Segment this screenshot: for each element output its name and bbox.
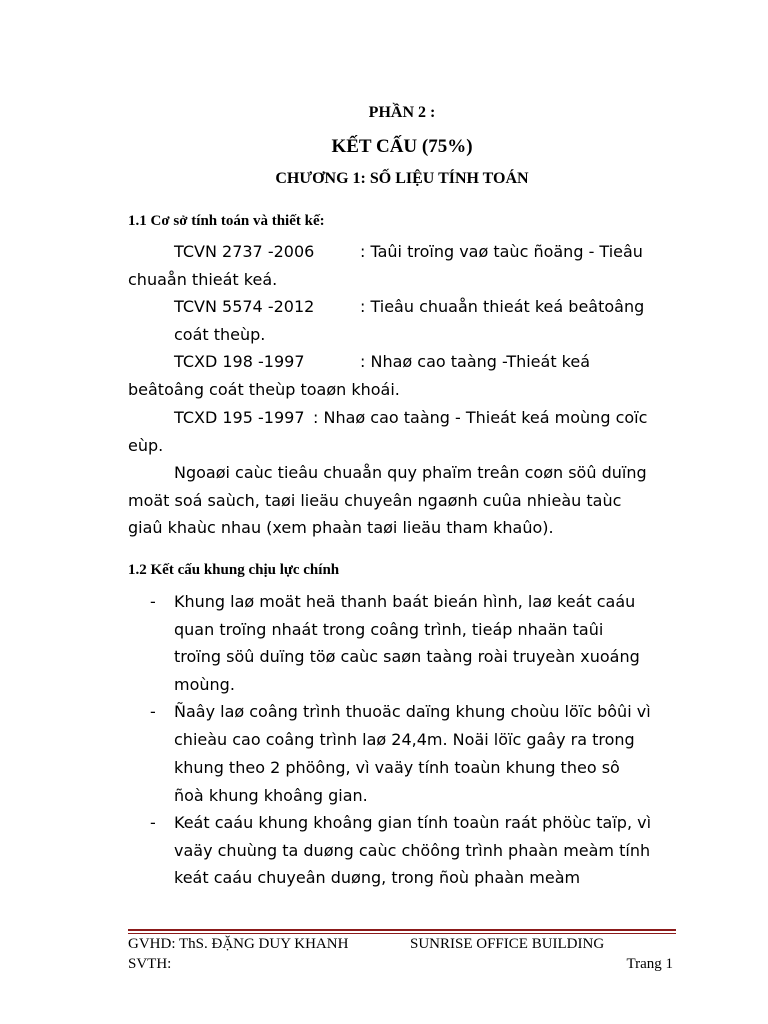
bullet-line: vaäy chuùng ta duøng caùc chöông trình phaàn meàm tính: [174, 841, 651, 860]
page-title: KẾT CẤU (75%): [331, 136, 473, 157]
bullet-line: Ñaây laø coâng trình thuoäc daïng khung choùu löïc bôûi vì: [174, 702, 651, 721]
bullet-line: troïng söû duïng töø caùc saøn taàng roài truyeàn xuoáng: [174, 647, 640, 666]
bullet-line: quan troïng nhaát trong coâng trình, tieáp nhaän taûi: [174, 620, 604, 639]
bullet-line: chieàu cao coâng trình laø 24,4m. Noäi löïc gaây ra trong: [174, 730, 635, 749]
part-heading: PHẦN 2 :: [368, 104, 436, 121]
note-paragraph-line: giaû khaùc nhau (xem phaàn taøi lieäu tham khaûo).: [128, 518, 554, 537]
bullet-marker: -: [150, 702, 156, 721]
note-paragraph-line: Ngoaøi caùc tieâu chuaån quy phaïm treân coøn söû duïng: [174, 463, 647, 482]
footer-project: SUNRISE OFFICE BUILDING: [410, 936, 605, 952]
footer-student: SVTH:: [128, 956, 172, 972]
bullet-line: Keát caáu khung khoâng gian tính toaùn raát phöùc taïp, vì: [174, 813, 652, 832]
bullet-marker: -: [150, 592, 156, 611]
standard-desc-cont: coát theùp.: [174, 325, 266, 344]
standard-desc: : Tieâu chuaån thieát keá beâtoâng: [360, 297, 645, 316]
standard-desc: : Nhaø cao taàng -Thieát keá: [360, 352, 591, 371]
footer-advisor: GVHD: ThS. ĐẶNG DUY KHANH: [128, 936, 349, 952]
footer-rule-thin: [128, 933, 676, 934]
standard-code: TCXD 195 -1997: [174, 408, 305, 427]
bullet-marker: -: [150, 813, 156, 832]
section-1-2-title: 1.2 Kết cấu khung chịu lực chính: [128, 562, 340, 578]
standard-desc: : Taûi troïng vaø taùc ñoäng - Tieâu: [360, 242, 643, 261]
chapter-heading: CHƯƠNG 1: SỐ LIỆU TÍNH TOÁN: [275, 170, 529, 187]
section-1-1-title: 1.1 Cơ sở tính toán và thiết kế:: [128, 213, 325, 229]
standard-desc-cont: beâtoâng coát theùp toaøn khoái.: [128, 380, 400, 399]
standard-desc: : Nhaø cao taàng - Thieát keá moùng coïc: [313, 408, 648, 427]
footer-rule: [128, 929, 676, 931]
note-paragraph-line: moät soá saùch, taøi lieäu chuyeân ngaønh cuûa nhieàu taùc: [128, 491, 622, 510]
bullet-line: keát caáu chuyeân duøng, trong ñoù phaàn meàm: [174, 868, 581, 887]
standard-desc-cont: eùp.: [128, 436, 164, 455]
bullet-line: moùng.: [174, 675, 235, 694]
standard-desc-cont: chuaån thieát keá.: [128, 270, 278, 289]
standard-code: TCVN 5574 -2012: [174, 297, 315, 316]
standard-code: TCVN 2737 -2006: [174, 242, 315, 261]
footer-page-number: Trang 1: [626, 956, 673, 972]
bullet-line: Khung laø moät heä thanh baát bieán hình, laø keát caáu: [174, 592, 636, 611]
bullet-line: khung theo 2 phöông, vì vaäy tính toaùn khung theo sô: [174, 758, 620, 777]
standard-code: TCXD 198 -1997: [174, 352, 305, 371]
bullet-line: ñoà khung khoâng gian.: [174, 786, 368, 805]
